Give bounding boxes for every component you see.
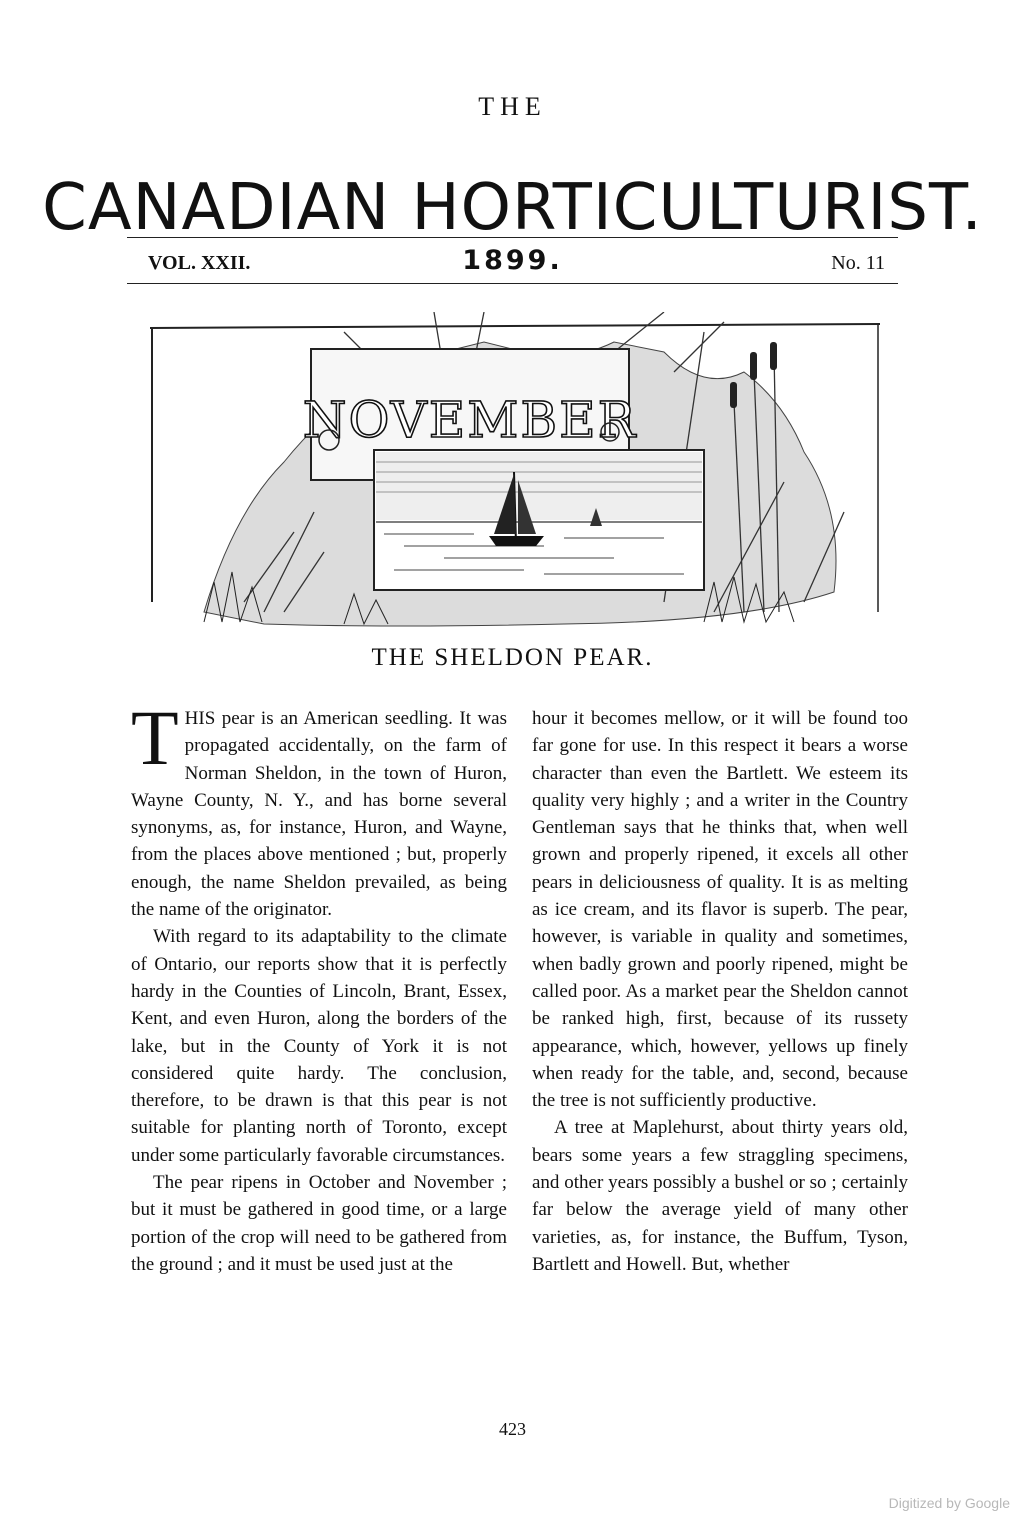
article-left-column: [131, 694, 507, 1278]
month-title: NOVEMBER: [302, 391, 638, 449]
paragraph-1: [131, 694, 507, 923]
paragraph-5: A tree at Maplehurst, about thirty years old, bears some years a few straggling specimens, and other years possibly a bushel or so ; certainly far below the average yield of many other varieties, as, for instance, the Buffum, Tyson, Bartlett and Howell. But, whether: [532, 1117, 908, 1275]
paragraph-2: With regard to its adaptability to the climate of Ontario, our reports show that it is perfectly hardy in the Counties of Lincoln, Brant, Essex, Kent, and even Huron, along the borders of the lake, but in the County of York it is not considered quite hardy. The conclusion, therefore, to be drawn is that this pear is not suitable for planting north of Toronto, except under some particularly favorable circumstances.: [131, 926, 507, 1166]
top-rule: [127, 237, 898, 238]
year-label: 1899.: [462, 245, 563, 276]
issue-number: No. 11: [831, 252, 885, 274]
masthead-the: THE: [478, 92, 547, 121]
article-heading: THE SHELDON PEAR.: [371, 644, 654, 671]
bottom-rule: [127, 283, 898, 284]
page-number: 423: [499, 1419, 526, 1439]
digitized-watermark: Digitized by Google: [888, 1495, 1010, 1511]
masthead-title: CANADIAN HORTICULTURIST.: [42, 170, 983, 245]
paragraph-3: The pear ripens in October and November ; but it must be gathered in good time, or a large portion of the crop will need to be gathered from the ground ; and it must be used just at the: [131, 1172, 507, 1275]
article-right-column: [532, 705, 908, 1278]
volume-label: VOL. XXII.: [148, 252, 251, 274]
paragraph-1-text: HIS pear is an American seedling. It was propagated accidentally, on the farm of Norman Sheldon, in the town of Huron, Wayne County, N. Y., and has borne several synonyms, as, for instance, Huron, and Wayne, from the places above mentioned ; but, properly enough, the name Sheldon prevailed, as being the name of the originator.: [131, 708, 507, 921]
november-banner-illustration: [144, 312, 884, 630]
paragraph-4: hour it becomes mellow, or it will be found too far gone for use. In this respect it bears a worse character than even the Bartlett. We esteem its quality very highly ; and a writer in the Country Gentleman says that he thinks that, when well grown and properly ripened, it excels all other pears in deliciousness of quality. It is as melting as ice cream, and its flavor is superb. The pear, however, is variable in quality and sometimes, when badly grown and poorly ripened, might be called poor. As a market pear the Sheldon cannot be ranked high, first, because of its russety appearance, which, however, yellows up finely when ready for the table, and, second, because the tree is not sufficiently productive.: [532, 708, 908, 1112]
drop-cap: T: [131, 694, 179, 781]
